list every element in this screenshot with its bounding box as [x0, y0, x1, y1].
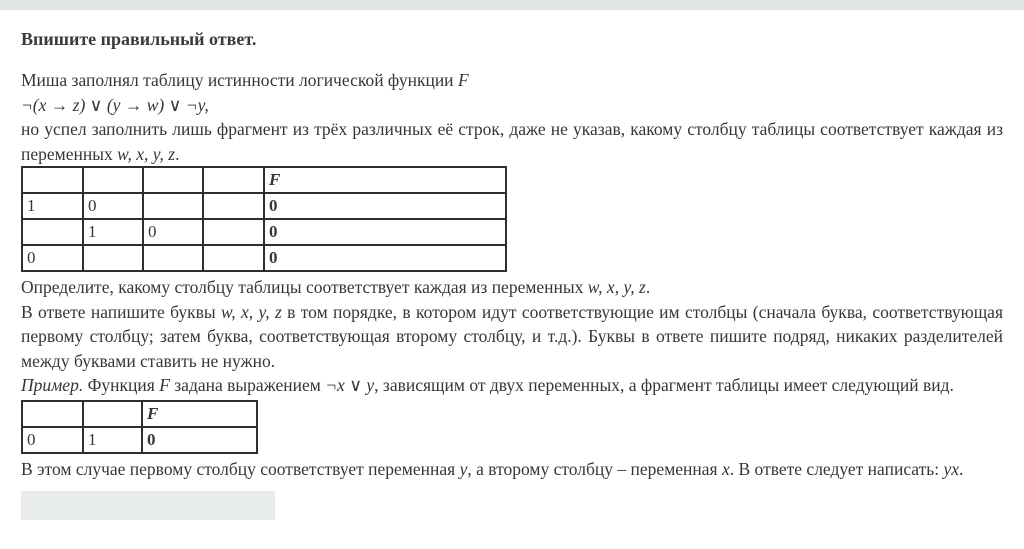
header-cell-f: F — [142, 401, 257, 427]
cell — [203, 245, 264, 271]
continuation-end: . — [175, 143, 180, 164]
example-text3: , зависящим от двух переменных, а фрагмент таблицы имеет следующий вид. — [374, 375, 954, 395]
question-end: . — [645, 277, 651, 297]
cell: 0 — [83, 193, 143, 219]
instructions-vars: w, x, y, z — [220, 301, 282, 322]
instructions-part2: в том порядке, в котором идут соответствующие им столбцы (сначала буква, соответствующая первому столбцу; затем буква, соответствующая второму столбцу, и т.д.). Буквы в ответе пишите подряд, никаких разделителей между буквами ставить не нужно. — [21, 301, 1003, 371]
header-cell — [22, 167, 83, 193]
conclusion-text3: . В ответе следует написать: — [729, 458, 944, 479]
example-text2: задана выражением — [169, 375, 326, 395]
example-function-name: F — [159, 375, 170, 395]
answer-input[interactable] — [21, 491, 275, 520]
header-cell — [83, 167, 143, 193]
header-cell — [143, 167, 203, 193]
cell — [203, 219, 264, 245]
conclusion-var1: y — [459, 458, 468, 479]
conclusion-answer-example: yx — [943, 458, 960, 479]
table-row — [22, 245, 506, 271]
task-content — [0, 10, 1024, 520]
table-row — [22, 427, 257, 453]
example-label: Пример. — [21, 375, 84, 395]
cell: 1 — [83, 219, 143, 245]
conclusion-text1: В этом случае первому столбцу соответствует переменная — [21, 458, 460, 479]
instructions — [21, 300, 1003, 374]
truth-table-header-row — [22, 167, 506, 193]
instructions-part1: В ответе напишите буквы — [21, 301, 221, 322]
header-cell-f: F — [264, 167, 506, 193]
cell: 0 — [143, 219, 203, 245]
example-table — [21, 400, 258, 454]
cell: 0 — [22, 427, 83, 453]
problem-intro-line — [21, 68, 1003, 93]
cell — [143, 245, 203, 271]
cell — [22, 219, 83, 245]
truth-table — [21, 166, 507, 272]
question-vars: w, x, y, z — [587, 277, 646, 297]
cell-f: 0 — [264, 193, 506, 219]
cell — [203, 193, 264, 219]
example-table-header-row — [22, 401, 257, 427]
example-conclusion — [21, 457, 1003, 482]
question-line — [21, 275, 1003, 300]
task-heading: Впишите правильный ответ. — [21, 29, 257, 49]
cell-f: 0 — [142, 427, 257, 453]
problem-intro-text: Миша заполнял таблицу истинности логической функции — [21, 70, 458, 90]
formula-text: ¬(x → z) ∨ (y → w) ∨ ¬y, — [21, 94, 209, 115]
cell: 1 — [22, 193, 83, 219]
header-cell — [22, 401, 83, 427]
cell — [143, 193, 203, 219]
cell: 0 — [22, 245, 83, 271]
question-text: Определите, какому столбцу таблицы соответствует каждая из переменных — [21, 277, 588, 297]
continuation-text: но успел заполнить лишь фрагмент из трёх различных её строк, даже не указав, какому столбцу таблицы соответствует каждая из переменных — [21, 119, 1003, 164]
cell-f: 0 — [264, 219, 506, 245]
example-formula: ¬x ∨ y — [325, 375, 375, 395]
conclusion-text4: . — [959, 458, 964, 479]
top-bar — [0, 0, 1024, 10]
example-intro — [21, 373, 1003, 398]
problem-continuation — [21, 117, 1003, 166]
continuation-vars: w, x, y, z — [117, 143, 176, 164]
cell — [83, 245, 143, 271]
cell: 1 — [83, 427, 142, 453]
header-cell — [203, 167, 264, 193]
problem-formula — [21, 93, 1003, 118]
conclusion-var2: x — [721, 458, 730, 479]
header-cell — [83, 401, 142, 427]
conclusion-text2: , а второму столбцу – переменная — [467, 458, 722, 479]
function-name: F — [457, 70, 469, 90]
table-row — [22, 219, 506, 245]
cell-f: 0 — [264, 245, 506, 271]
table-row — [22, 193, 506, 219]
example-text1: Функция — [83, 375, 160, 395]
